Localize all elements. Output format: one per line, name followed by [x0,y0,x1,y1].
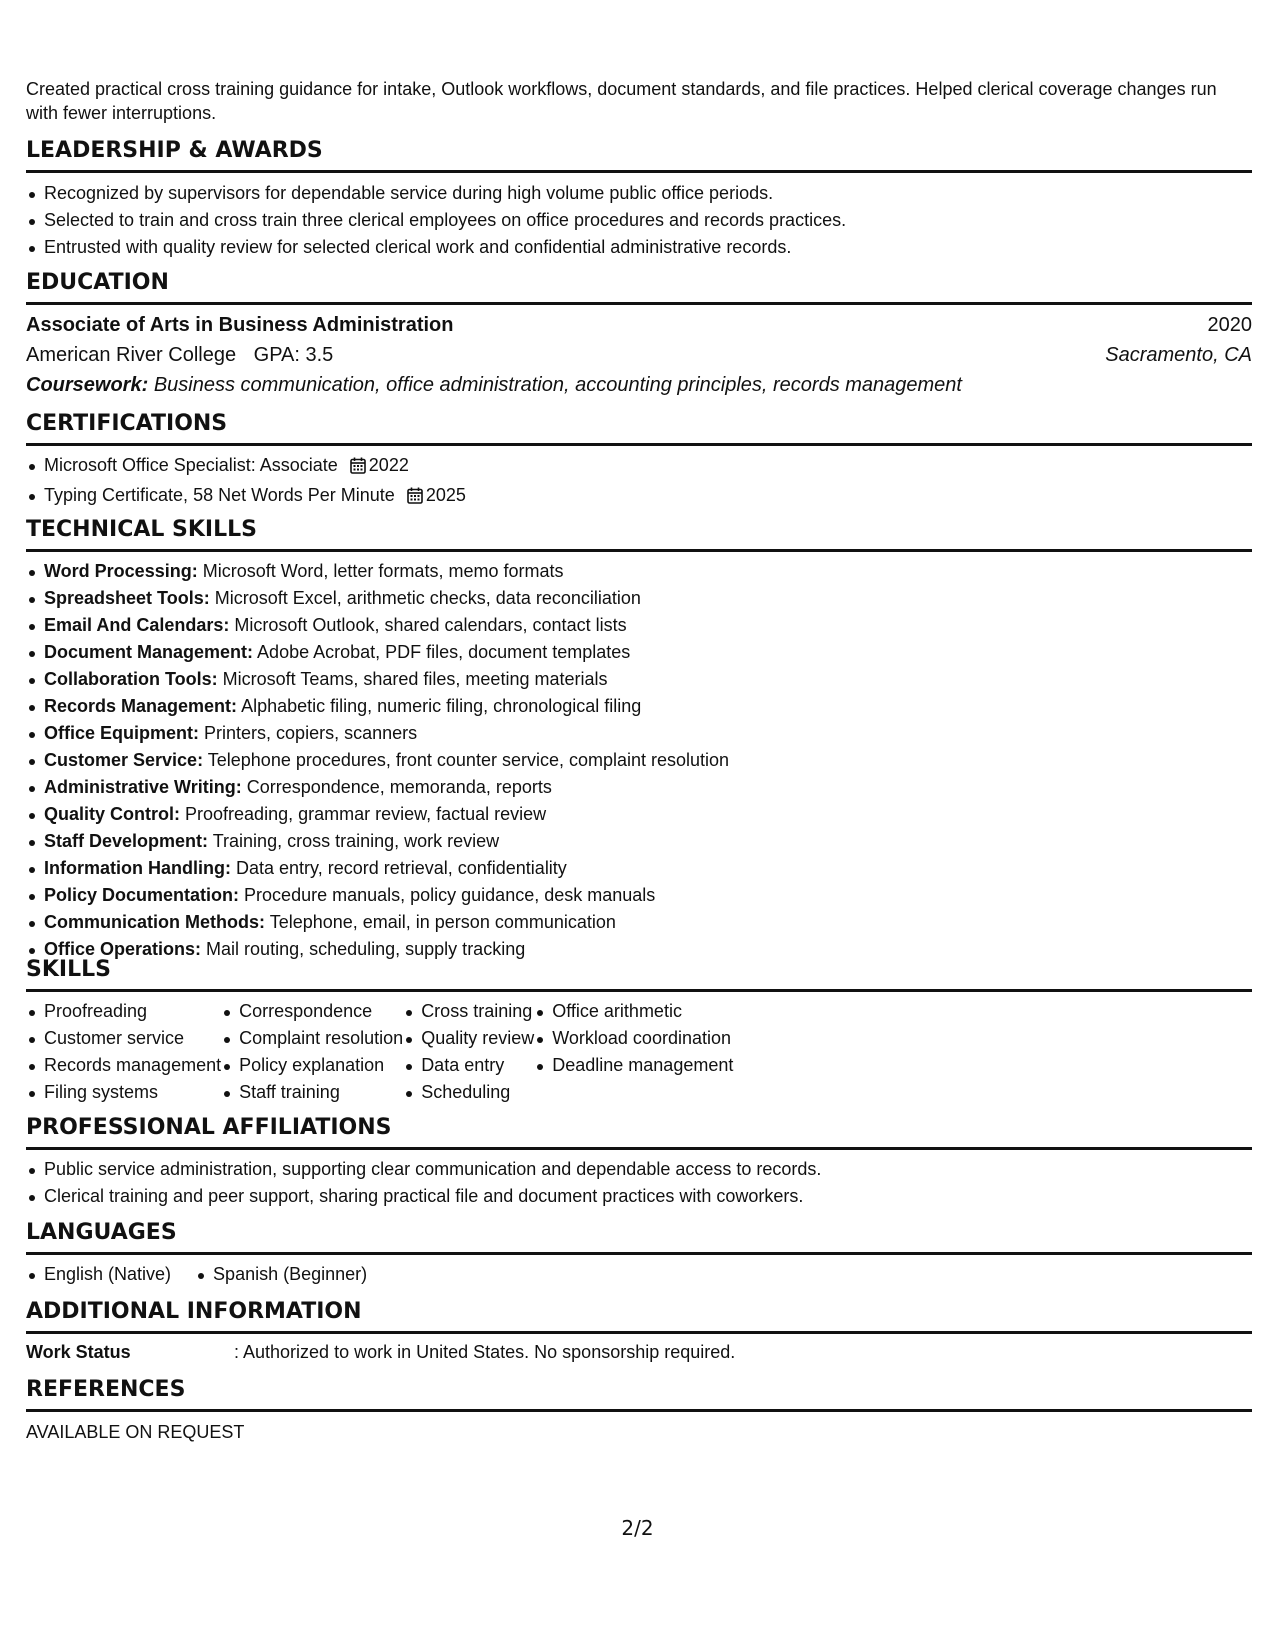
skill-category: Customer Service: [44,750,204,770]
list-item: Proofreading [26,998,221,1025]
list-item: Customer service [26,1025,221,1052]
skill-details: Microsoft Word, letter formats, memo formats [202,561,564,581]
section-divider [26,170,1252,173]
section-heading: EDUCATION [26,270,169,295]
list-item [26,747,1252,774]
languages-section [26,1220,1252,1288]
list-item [26,801,1252,828]
section-heading: SKILLS [26,957,111,982]
skill-details: Telephone, email, in person communication [269,912,616,932]
list-item: Clerical training and peer support, sharing practical file and document practices with coworkers. [26,1183,1252,1210]
section-heading: LEADERSHIP & AWARDS [26,138,323,163]
list-item: Spanish (Beginner) [195,1261,367,1288]
list-item [26,720,1252,747]
page-number: 2/2 [621,1516,654,1540]
gpa: GPA: 3.5 [253,344,334,366]
list-item: Scheduling [403,1079,534,1106]
skill-details: Adobe Acrobat, PDF files, document templates [257,642,631,662]
list-item [26,612,1252,639]
skill-details: Microsoft Outlook, shared calendars, contact lists [234,615,627,635]
skill-category: Word Processing: [44,561,198,581]
skill-category: Information Handling: [44,858,231,878]
section-divider [26,1409,1252,1412]
section-heading: CERTIFICATIONS [26,411,228,436]
skills-column [403,998,534,1106]
education-section [26,270,1252,400]
certification-year: 2025 [425,485,466,505]
list-item: Policy explanation [221,1052,403,1079]
list-item: Staff training [221,1079,403,1106]
skill-details: Telephone procedures, front counter service, complaint resolution [207,750,730,770]
skill-category: Administrative Writing: [44,777,242,797]
skill-category: Office Equipment: [44,723,200,743]
references-text: AVAILABLE ON REQUEST [26,1422,245,1442]
intro-paragraph: Created practical cross training guidance for intake, Outlook workflows, document standards, and file practices. Helped clerical coverage changes run with fewer interruptions. [26,79,1217,123]
section-divider [26,1147,1252,1150]
technical-skills-section [26,517,1252,963]
leadership-list [26,180,1252,261]
list-item [26,828,1252,855]
section-heading: REFERENCES [26,1377,186,1402]
skill-category: Quality Control: [44,804,180,824]
certification-year: 2022 [368,455,409,475]
skill-category: Staff Development: [44,831,209,851]
certification-name: Microsoft Office Specialist: Associate [44,455,338,475]
section-divider [26,549,1252,552]
list-item [26,452,1252,482]
list-item [26,585,1252,612]
skill-details: Data entry, record retrieval, confidentiality [236,858,567,878]
list-item [26,909,1252,936]
list-item [26,558,1252,585]
list-item: Quality review [403,1025,534,1052]
list-item: Correspondence [221,998,403,1025]
section-heading: ADDITIONAL INFORMATION [26,1299,362,1324]
references-section [26,1377,1252,1446]
coursework-label: Coursework: [26,374,149,396]
list-item: Data entry [403,1052,534,1079]
work-status-label: Work Status [26,1342,131,1362]
list-item: Office arithmetic [534,998,733,1025]
skill-details: Printers, copiers, scanners [204,723,418,743]
skill-details: Microsoft Excel, arithmetic checks, data reconciliation [214,588,641,608]
graduation-year: 2020 [1207,314,1252,336]
list-item: English (Native) [26,1261,171,1288]
leadership-section [26,138,1252,261]
skill-category: Collaboration Tools: [44,669,218,689]
school-location: Sacramento, CA [1105,344,1252,366]
languages-list [26,1261,1252,1288]
work-status-row [26,1339,1252,1366]
section-heading: LANGUAGES [26,1220,177,1245]
skill-details: Mail routing, scheduling, supply tracking [206,939,526,959]
certifications-section [26,411,1252,512]
list-item [26,666,1252,693]
list-item: Selected to train and cross train three clerical employees on office procedures and records practices. [26,207,1252,234]
list-item [26,639,1252,666]
skills-column [221,998,403,1106]
skills-column [26,998,221,1106]
skill-details: Correspondence, memoranda, reports [246,777,552,797]
affiliations-list [26,1156,1252,1210]
skill-category: Document Management: [44,642,254,662]
additional-info-section [26,1299,1252,1366]
work-status-value: : Authorized to work in United States. No sponsorship required. [234,1342,736,1362]
certifications-list [26,452,1252,512]
certification-name: Typing Certificate, 58 Net Words Per Minute [44,485,395,505]
skill-details: Proofreading, grammar review, factual review [185,804,547,824]
list-item: Recognized by supervisors for dependable service during high volume public office periods. [26,180,1252,207]
list-item: Entrusted with quality review for selected clerical work and confidential administrative records. [26,234,1252,261]
list-item: Filing systems [26,1079,221,1106]
skills-grid [26,998,1252,1106]
skill-category: Office Operations: [44,939,202,959]
section-divider [26,302,1252,305]
coursework-list: Business communication, office administration, accounting principles, records management [153,374,962,396]
skills-column [534,998,733,1106]
skills-section [26,957,1252,1106]
section-divider [26,443,1252,446]
list-item [26,882,1252,909]
list-item: Cross training [403,998,534,1025]
skill-category: Policy Documentation: [44,885,240,905]
section-divider [26,989,1252,992]
list-item: Complaint resolution [221,1025,403,1052]
skill-category: Communication Methods: [44,912,265,932]
list-item: Workload coordination [534,1025,733,1052]
technical-skills-list [26,558,1252,963]
calendar-icon [350,455,366,482]
list-item [26,482,1252,512]
list-item [26,693,1252,720]
section-divider [26,1252,1252,1255]
skill-category: Email And Calendars: [44,615,230,635]
skill-details: Training, cross training, work review [212,831,500,851]
skill-category: Records Management: [44,696,238,716]
calendar-icon [407,485,423,512]
list-item: Public service administration, supporting clear communication and dependable access to records. [26,1156,1252,1183]
affiliations-section [26,1115,1252,1210]
skill-details: Microsoft Teams, shared files, meeting materials [222,669,608,689]
list-item [26,855,1252,882]
section-divider [26,1331,1252,1334]
section-heading: TECHNICAL SKILLS [26,517,257,542]
degree-title: Associate of Arts in Business Administration [26,314,454,336]
section-heading: PROFESSIONAL AFFILIATIONS [26,1115,392,1140]
skill-category: Spreadsheet Tools: [44,588,210,608]
skill-details: Procedure manuals, policy guidance, desk manuals [244,885,656,905]
list-item: Records management [26,1052,221,1079]
school-name: American River College [26,344,237,366]
skill-details: Alphabetic filing, numeric filing, chronological filing [241,696,642,716]
list-item [26,774,1252,801]
list-item: Deadline management [534,1052,733,1079]
